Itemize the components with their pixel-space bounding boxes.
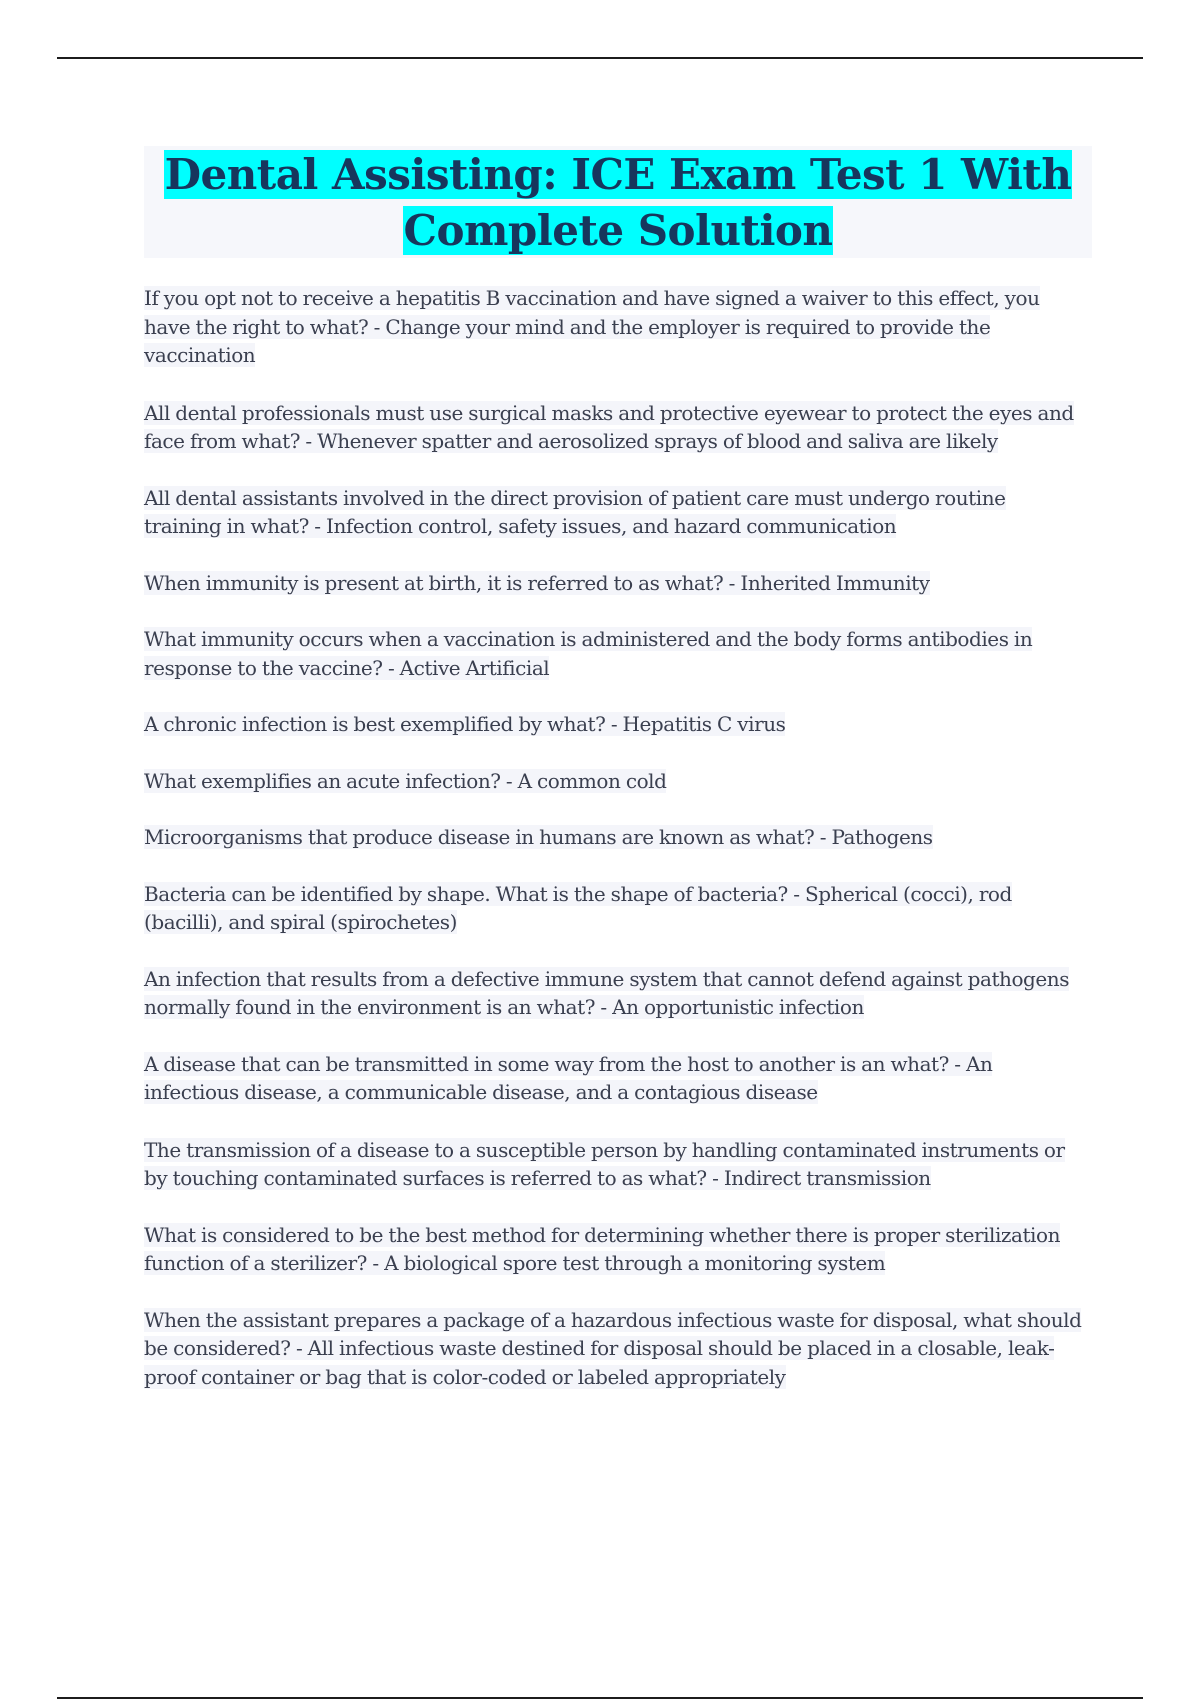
title-block xyxy=(144,146,1092,258)
qa-item-10: An infection that results from a defective immune system that cannot defend against pathogens normally found in the environment is an what? - An opportunistic infection xyxy=(144,966,1070,1019)
qa-item-9: Bacteria can be identified by shape. What is the shape of bacteria? - Spherical (cocci), rod (bacilli), and spiral (spirochetes) xyxy=(144,881,1012,934)
qa-item-14: When the assistant prepares a package of a hazardous infectious waste for disposal, what should be considered? - All infectious waste destined for disposal should be placed in a closable, leak-proof container or bag that is color-coded or labeled appropriately xyxy=(144,1307,1082,1389)
qa-item-2: All dental professionals must use surgical masks and protective eyewear to protect the eyes and face from what? - Whenever spatter and aerosolized sprays of blood and saliva are likely xyxy=(144,400,1074,453)
qa-item-12: The transmission of a disease to a susceptible person by handling contaminated instruments or by touching contaminated surfaces is referred to as what? - Indirect transmission xyxy=(144,1137,1065,1190)
document-title xyxy=(144,146,1092,259)
qa-item-7: What exemplifies an acute infection? - A common cold xyxy=(144,768,667,793)
title-line-2: Complete Solution xyxy=(403,206,833,255)
title-line-1: Dental Assisting: ICE Exam Test 1 With xyxy=(164,150,1072,199)
qa-item-13: What is considered to be the best method for determining whether there is proper sterilization function of a sterilizer? - A biological spore test through a monitoring system xyxy=(144,1222,1061,1275)
qa-item-8: Microorganisms that produce disease in humans are known as what? - Pathogens xyxy=(144,825,933,849)
qa-item-1: If you opt not to receive a hepatitis B vaccination and have signed a waiver to this effect, you have the right to what? - Change your mind and the employer is required to provide the vaccination xyxy=(144,286,1040,367)
qa-list xyxy=(144,284,1084,1391)
qa-item-3: All dental assistants involved in the direct provision of patient care must undergo routine training in what? - Infection control, safety issues, and hazard communication xyxy=(144,485,1006,538)
qa-item-11: A disease that can be transmitted in some way from the host to another is an what? - An infectious disease, a communicable disease, and a contagious disease xyxy=(144,1051,993,1104)
top-rule xyxy=(57,57,1143,59)
qa-item-4: When immunity is present at birth, it is referred to as what? - Inherited Immunity xyxy=(144,570,930,595)
qa-item-5: What immunity occurs when a vaccination is administered and the body forms antibodies in response to the vaccine? - Active Artificial xyxy=(144,627,1033,680)
bottom-rule xyxy=(57,1697,1143,1699)
qa-item-6: A chronic infection is best exemplified by what? - Hepatitis C virus xyxy=(144,712,786,736)
